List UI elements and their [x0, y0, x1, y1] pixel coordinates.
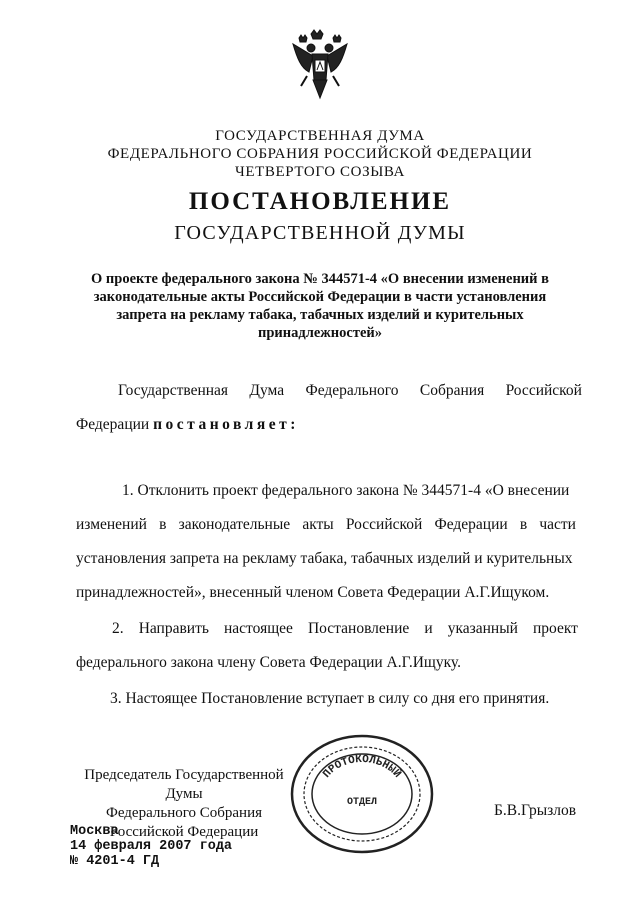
item-2-word: Постановление [307, 620, 410, 637]
official-stamp-icon [288, 732, 436, 856]
issuer-line-1: ГОСУДАРСТВЕННАЯ ДУМА [215, 128, 425, 144]
preamble-word: Федерального [305, 382, 399, 399]
about-block [0, 270, 640, 342]
item-1-word: части [539, 516, 576, 533]
issuer-line-2: ФЕДЕРАЛЬНОГО СОБРАНИЯ РОССИЙСКОЙ ФЕДЕРАЦИИ [107, 146, 533, 162]
item-1-word: изменений [76, 516, 147, 533]
resolves-word: постановляет: [153, 416, 299, 433]
preamble-line-1 [118, 382, 582, 400]
about-line: законодательные акты Российской Федерации в части установления [93, 289, 547, 305]
preamble-word: Государственная [118, 382, 229, 399]
item-2-line-1 [112, 620, 578, 638]
issuer-line-3: ЧЕТВЕРТОГО СОЗЫВА [235, 164, 405, 180]
signatory-name: Б.В.Грызлов [494, 802, 577, 819]
document-subtitle: ГОСУДАРСТВЕННОЙ ДУМЫ [174, 222, 466, 244]
signature-role-line: Федерального Собрания [105, 805, 263, 821]
preamble-word: Собрания [419, 382, 485, 399]
footer-city: Москва [70, 824, 119, 839]
stamp-center-text: ОТДЕЛ [346, 797, 378, 808]
item-1-word: законодательные [178, 516, 291, 533]
about-line: О проекте федерального закона № 344571-4 «О внесении изменений в [91, 271, 549, 287]
preamble-line-2 [76, 416, 299, 434]
item-1-word: Федерации [434, 516, 508, 533]
about-line: запрета на рекламу табака, табачных изделий и курительных [116, 307, 524, 323]
preamble-word: Российской [505, 382, 582, 399]
item-2-word: настоящее [224, 620, 293, 637]
svg-text:ПРОТОКОЛЬНЫЙ [321, 754, 404, 781]
item-2-word: Направить [138, 620, 209, 637]
signature-role-line: Российской Федерации [109, 824, 259, 840]
coat-of-arms-icon [289, 28, 351, 112]
about-line: принадлежностей» [257, 325, 382, 341]
item-1-word: в [159, 516, 167, 533]
item-3-line: 3. Настоящее Постановление вступает в силу со дня его принятия. [110, 690, 550, 707]
item-1-line-4: принадлежностей», внесенный членом Совета Федерации А.Г.Ищуком. [76, 584, 550, 601]
item-2-line-2: федерального закона члену Совета Федерации А.Г.Ищуку. [76, 654, 461, 671]
item-2-word: и [424, 620, 433, 637]
item-2-word: указанный [447, 620, 518, 637]
footer-block [70, 824, 232, 869]
item-1-line-2 [76, 516, 576, 534]
preamble-start: Федерации [76, 416, 150, 433]
item-1-word: Российской [345, 516, 423, 533]
signature-role-line: Председатель Государственной Думы [84, 767, 284, 802]
footer-number: № 4201-4 ГД [70, 854, 160, 869]
preamble-word: Дума [249, 382, 285, 399]
footer-date: 14 февраля 2007 года [70, 839, 233, 854]
item-1-line-3: установления запрета на рекламу табака, табачных изделий и курительных [76, 550, 573, 567]
item-2-word: проект [532, 620, 578, 637]
stamp-arc-text: ПРОТОКОЛЬНЫЙ [321, 753, 403, 781]
document-title: ПОСТАНОВЛЕНИЕ [188, 188, 452, 215]
item-2-word: 2. [112, 620, 124, 637]
item-1-word: в [519, 516, 528, 533]
item-1-line-1: 1. Отклонить проект федерального закона № 344571-4 «О внесении [122, 482, 570, 499]
item-1-word: акты [302, 516, 334, 533]
